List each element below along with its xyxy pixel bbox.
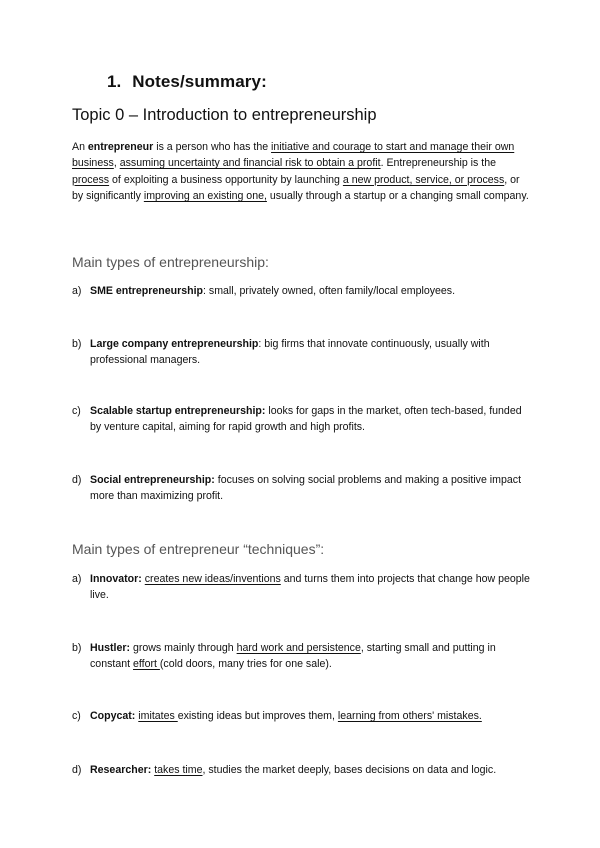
text: is a person who has the xyxy=(153,141,272,153)
text: An xyxy=(72,141,88,153)
types-heading: Main types of entrepreneurship: xyxy=(72,254,269,270)
list-item-type-d xyxy=(72,472,532,505)
list-marker: b) xyxy=(72,642,82,654)
text: usually through a startup or a changing small company. xyxy=(266,189,529,202)
intro-paragraph xyxy=(72,139,532,204)
underlined-text: takes time xyxy=(154,764,203,776)
list-marker: d) xyxy=(72,474,82,486)
list-item-type-c xyxy=(72,403,532,436)
section-title: Notes/summary: xyxy=(132,72,267,91)
text: focuses on solving social problems and making a positive impact more than maximizing profit. xyxy=(90,474,522,503)
underlined-text: assuming uncertainty and financial risk to obtain a profit xyxy=(119,157,381,170)
list-marker: a) xyxy=(72,573,82,585)
list-item-innovator xyxy=(72,571,532,604)
bold-term: entrepreneur xyxy=(87,141,154,153)
bold-term: Copycat: xyxy=(90,710,136,722)
text: existing ideas but improves them, xyxy=(177,710,338,722)
section-number: 1. xyxy=(107,72,122,91)
bold-term: Researcher: xyxy=(90,764,152,776)
text: . Entrepreneurship is the xyxy=(380,157,496,170)
list-marker: b) xyxy=(72,338,82,350)
underlined-text: learning from others' mistakes. xyxy=(337,710,482,722)
underlined-text: process xyxy=(72,173,110,186)
text: , or by significantly xyxy=(72,173,520,202)
list-marker: c) xyxy=(72,710,81,722)
bold-term: Social entrepreneurship: xyxy=(90,474,215,486)
topic-title: Topic 0 – Introduction to entrepreneurship xyxy=(72,106,377,124)
text: : small, privately owned, often family/local employees. xyxy=(203,285,456,297)
bold-term: Hustler: xyxy=(90,642,131,654)
underlined-text: initiative and courage to start and manage their own business xyxy=(72,141,515,170)
underlined-text: creates new ideas/inventions xyxy=(144,573,281,585)
bold-term: Large company entrepreneurship xyxy=(90,338,259,350)
bold-term: Scalable startup entrepreneurship: xyxy=(90,405,266,417)
text: of exploiting a business opportunity by launching xyxy=(109,173,343,186)
underlined-text: effort xyxy=(133,658,160,671)
text: , xyxy=(113,157,120,170)
list-item-researcher xyxy=(72,762,532,778)
list-marker: d) xyxy=(72,764,82,776)
underlined-text: a new product, service, or process xyxy=(342,173,505,186)
bold-term: SME entrepreneurship xyxy=(90,285,204,297)
list-item-type-a xyxy=(72,283,532,299)
list-item-hustler xyxy=(72,640,532,673)
text: , starting small and putting in constant xyxy=(90,642,496,671)
text: (cold doors, many tries for one sale). xyxy=(159,658,332,671)
bold-term: Innovator: xyxy=(90,573,142,585)
techniques-heading: Main types of entrepreneur “techniques”: xyxy=(72,541,325,557)
underlined-text: hard work and persistence xyxy=(236,642,361,654)
text: , studies the market deeply, bases decisions on data and logic. xyxy=(202,764,497,776)
text: looks for gaps in the market, often tech-based, funded by venture capital, aiming for rapid growth and high profits. xyxy=(90,405,522,434)
text: and turns them into projects that change how people live. xyxy=(90,573,530,602)
section-heading xyxy=(107,72,267,92)
text: : big firms that innovate continuously, usually with professional managers. xyxy=(90,338,490,367)
list-item-copycat xyxy=(72,708,532,724)
list-marker: a) xyxy=(72,285,82,297)
list-item-type-b xyxy=(72,336,532,369)
list-marker: c) xyxy=(72,405,81,417)
text: grows mainly through xyxy=(130,642,237,654)
underlined-text: improving an existing one, xyxy=(143,189,267,202)
underlined-text: imitates xyxy=(138,710,178,722)
